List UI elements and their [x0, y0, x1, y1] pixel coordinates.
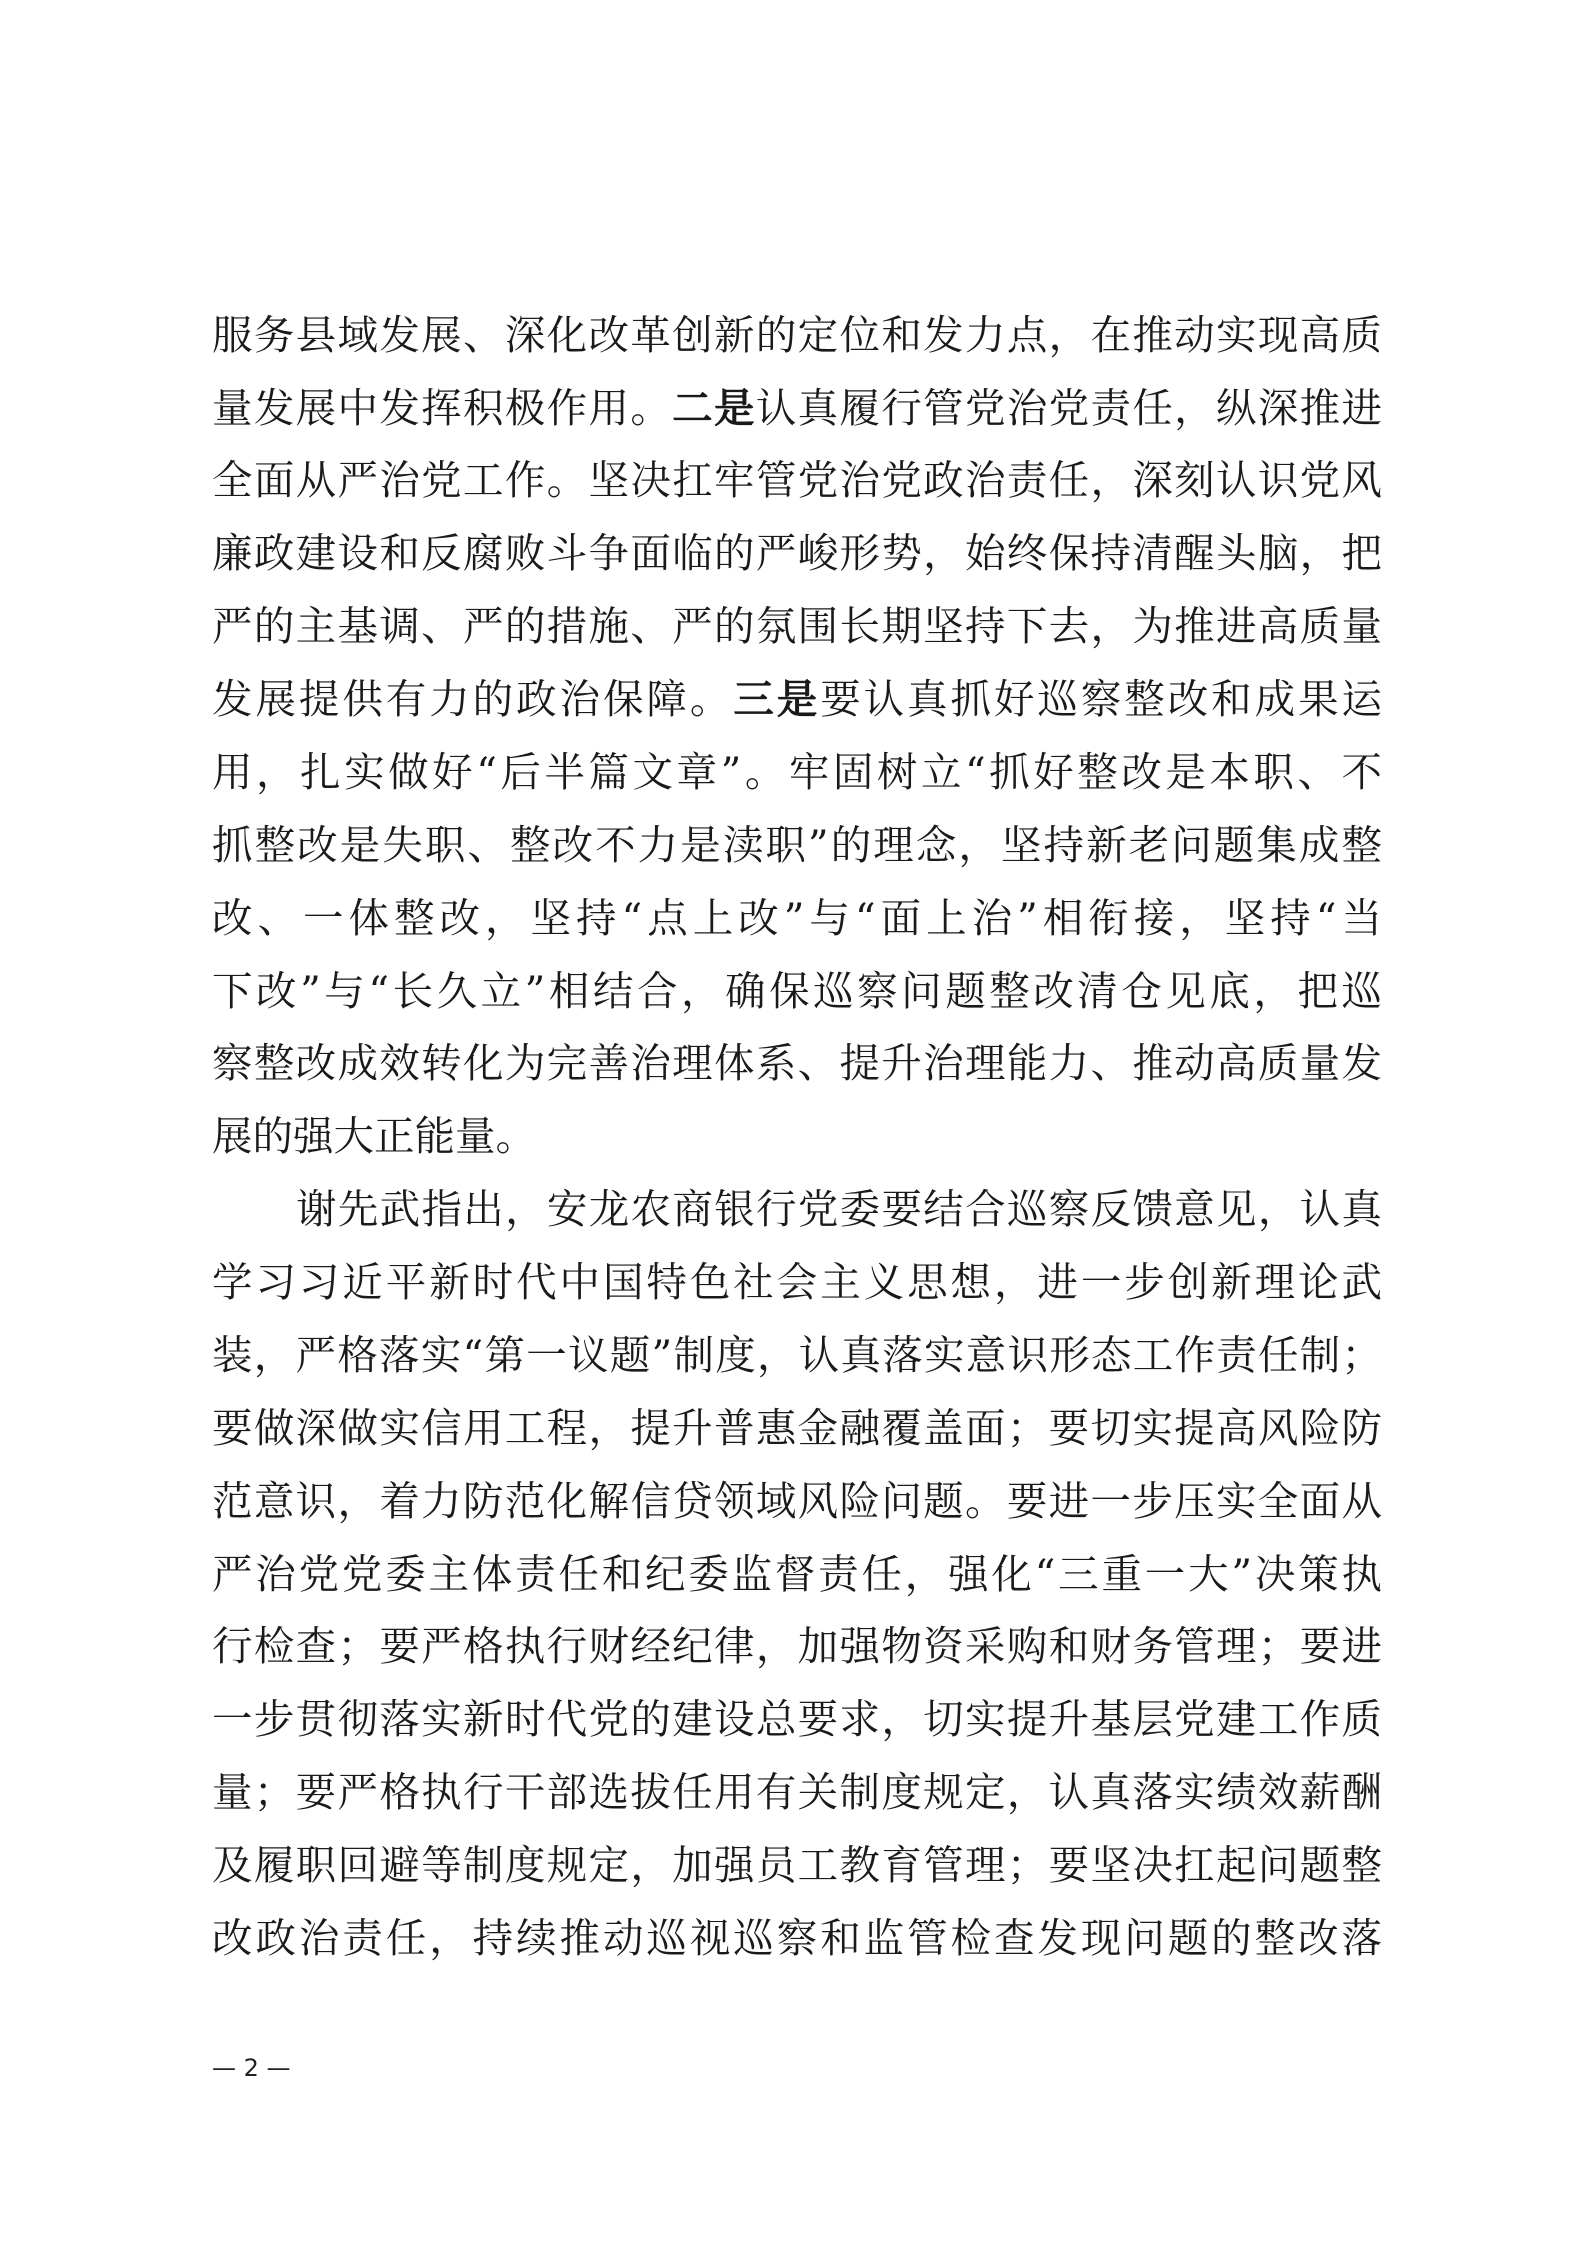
body-line: 行检查；要严格执行财经纪律，加强物资采购和财务管理；要进: [212, 1622, 1382, 1670]
body-line: 及履职回避等制度规定，加强员工教育管理；要坚决扛起问题整: [212, 1841, 1382, 1889]
body-line: 察整改成效转化为完善治理体系、提升治理能力、推动高质量发: [212, 1039, 1382, 1087]
body-line: 要做深做实信用工程，提升普惠金融覆盖面；要切实提高风险防: [212, 1404, 1382, 1452]
body-line: 用，扎实做好“后半篇文章”。牢固树立“抓好整改是本职、不: [212, 748, 1382, 796]
body-line: 下改”与“长久立”相结合，确保巡察问题整改清仓见底，把巡: [212, 967, 1382, 1015]
body-line: 范意识，着力防范化解信贷领域风险问题。要进一步压实全面从: [212, 1477, 1382, 1525]
page-number: — 2 —: [212, 2054, 291, 2082]
body-line: 服务县域发展、深化改革创新的定位和发力点，在推动实现高质: [212, 311, 1382, 359]
body-text: 发展提供有力的政治保障。: [212, 675, 734, 723]
body-line: 装，严格落实“第一议题”制度，认真落实意识形态工作责任制；: [212, 1331, 1382, 1379]
body-line: 抓整改是失职、整改不力是渎职”的理念，坚持新老问题集成整: [212, 821, 1382, 869]
body-text: 认真履行管党治党责任，纵深推进: [755, 384, 1382, 432]
body-line: 一步贯彻落实新时代党的建设总要求，切实提升基层党建工作质: [212, 1695, 1382, 1743]
body-line: 严的主基调、严的措施、严的氛围长期坚持下去，为推进高质量: [212, 602, 1382, 650]
body-line: 改政治责任，持续推动巡视巡察和监管检查发现问题的整改落: [212, 1914, 1382, 1962]
body-line: [212, 376, 1382, 440]
emphasis-marker: 二是: [672, 384, 756, 432]
body-line: 学习习近平新时代中国特色社会主义思想，进一步创新理论武: [212, 1258, 1382, 1306]
body-line: 廉政建设和反腐败斗争面临的严峻形势，始终保持清醒头脑，把: [212, 529, 1382, 577]
body-line: 改、一体整改，坚持“点上改”与“面上治”相衔接，坚持“当: [212, 894, 1382, 942]
body-line: 展的强大正能量。: [212, 1112, 536, 1160]
body-line: 全面从严治党工作。坚决扛牢管党治党政治责任，深刻认识党风: [212, 456, 1382, 504]
emphasis-marker: 三是: [733, 675, 821, 723]
body-text: 要认真抓好巡察整改和成果运: [820, 675, 1382, 723]
paragraph-first-line: 谢先武指出，安龙农商银行党委要结合巡察反馈意见，认真: [296, 1185, 1382, 1233]
body-line: [212, 667, 1382, 731]
body-text: 量发展中发挥积极作用。: [212, 384, 673, 432]
body-line: 严治党党委主体责任和纪委监督责任，强化“三重一大”决策执: [212, 1550, 1382, 1598]
body-line: 量；要严格执行干部选拔任用有关制度规定，认真落实绩效薪酬: [212, 1768, 1382, 1816]
